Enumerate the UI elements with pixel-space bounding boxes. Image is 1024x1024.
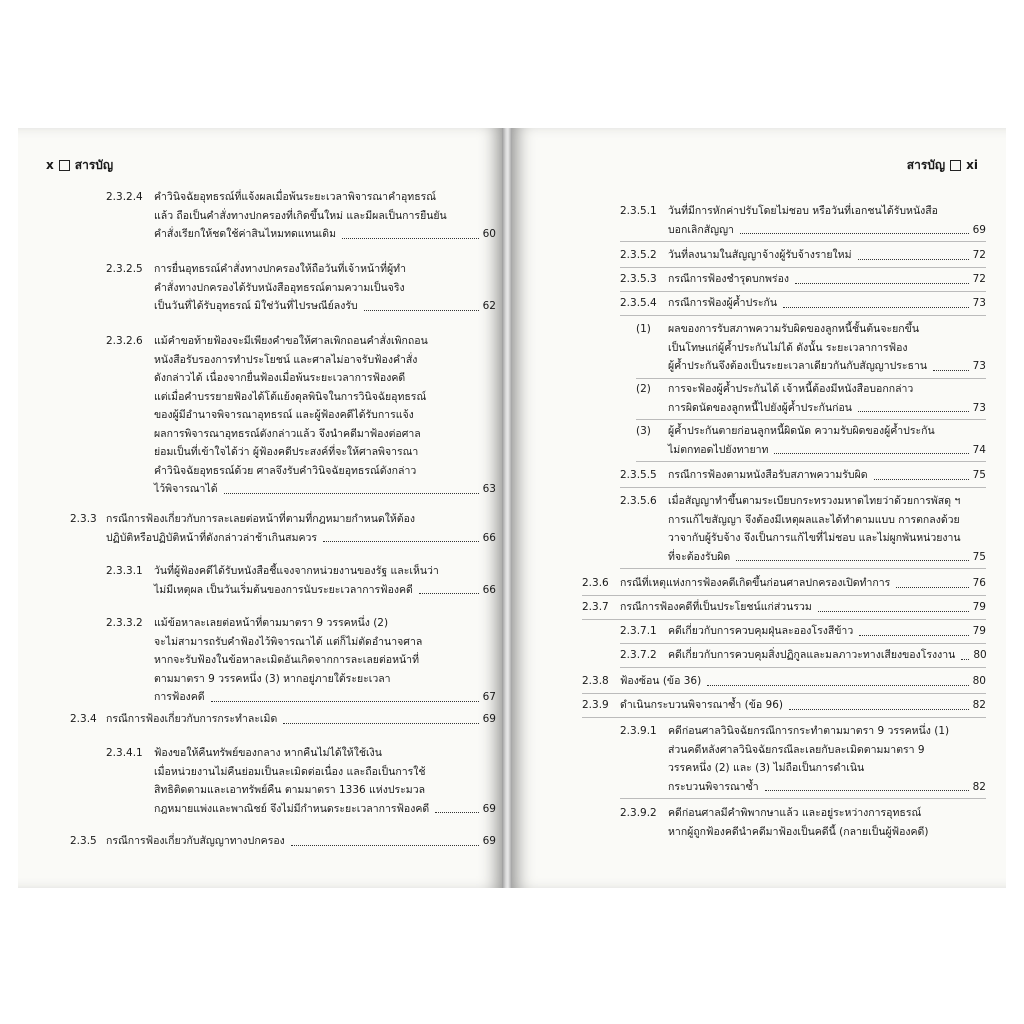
toc-entry-number: 2.3.9.1 xyxy=(620,725,657,737)
toc-entry xyxy=(620,246,986,265)
toc-entry-text-line: ปฏิบัติหรือปฏิบัติหน้าที่ดังกล่าวล่าช้าเกินสมควร xyxy=(106,531,318,544)
entry-separator xyxy=(582,717,986,718)
toc-entry-text-line: กรณีการฟ้องเกี่ยวกับการละเลยต่อหน้าที่ตามที่กฎหมายกำหนดให้ต้อง xyxy=(106,513,416,525)
toc-entry-text-line: วันที่ผู้ฟ้องคดีได้รับหนังสือชี้แจงจากหน่วยงานของรัฐ และเห็นว่า xyxy=(154,565,439,577)
toc-entry-text-line: แล้ว ถือเป็นคำสั่งทางปกครองที่เกิดขึ้นใหม่ และมีผลเป็นการยืนยัน xyxy=(154,209,447,222)
toc-entry xyxy=(582,598,986,617)
toc-entry-page: 62 xyxy=(482,300,496,312)
entry-separator xyxy=(620,315,986,316)
toc-entry-text-line: ผลของการรับสภาพความรับผิดของลูกหนี้ชั้นต้นจะยกขึ้น xyxy=(668,323,920,335)
toc-entry xyxy=(106,260,496,316)
toc-entry-text-line: กฎหมายแพ่งและพาณิชย์ จึงไม่มีกำหนดระยะเวลาการฟ้องคดี xyxy=(154,802,430,815)
toc-entry-number: 2.3.5.5 xyxy=(620,469,657,481)
toc-entry-text-line: แม้คำขอท้ายฟ้องจะมีเพียงคำขอให้ศาลเพิกถอนคำสั่งเพิกถอน xyxy=(154,335,428,347)
toc-entry-text-line: การฟ้องคดี xyxy=(154,691,205,703)
toc-entry xyxy=(620,202,986,239)
square-bullet-icon xyxy=(950,160,961,171)
toc-entry-text-line: ผู้ค้ำประกันจึงต้องเป็นระยะเวลาเดียวกันกับสัญญาประธาน xyxy=(668,360,928,372)
left-page xyxy=(18,128,502,888)
dot-leader xyxy=(283,723,478,724)
toc-entry-text-line: คำวินิจฉัยอุทธรณ์ด้วย ศาลจึงรับคำวินิจฉัยอุทธรณ์ดังกล่าว xyxy=(154,464,417,477)
toc-entry-text-line: เมื่อสัญญาทำขึ้นตามระเบียบกระทรวงมหาดไทยว่าด้วยการพัสดุ ฯ xyxy=(668,495,961,507)
toc-entry xyxy=(636,320,986,376)
entry-separator xyxy=(620,267,986,268)
toc-entry-text-line: คดีก่อนศาลมีคำพิพากษาแล้ว และอยู่ระหว่างการอุทธรณ์ xyxy=(668,807,922,819)
dot-leader xyxy=(774,453,968,454)
toc-entry-text-line: หากจะรับฟ้องในข้อหาละเมิดอันเกิดจากการละเลยต่อหน้าที่ xyxy=(154,654,419,666)
toc-entry xyxy=(620,722,986,796)
toc-entry-text-line: แม้ข้อหาละเลยต่อหน้าที่ตามมาตรา 9 วรรคหนึ่ง (2) xyxy=(154,617,389,629)
toc-entry-text-line: วันที่มีการหักค่าปรับโดยไม่ชอบ หรือวันที่เอกชนได้รับหนังสือ xyxy=(668,205,938,217)
toc-entry-page: 79 xyxy=(972,625,986,637)
toc-entry xyxy=(620,646,986,665)
toc-entry xyxy=(106,188,496,244)
toc-entry-text-line: กรณีการฟ้องตามหนังสือรับสภาพความรับผิด xyxy=(668,469,868,481)
toc-entry xyxy=(106,562,496,599)
toc-entry-text-line: คดีเกี่ยวกับการควบคุมฝุ่นละอองโรงสีข้าว xyxy=(668,625,854,637)
entry-separator xyxy=(620,487,986,488)
toc-entry-number: 2.3.2.4 xyxy=(106,191,143,203)
toc-entry-number: 2.3.7.1 xyxy=(620,625,657,637)
toc-entry-page: 72 xyxy=(972,273,986,285)
dot-leader xyxy=(707,685,968,686)
toc-entry-number: 2.3.3.2 xyxy=(106,617,143,629)
dot-leader xyxy=(342,238,479,239)
toc-entry-page: 66 xyxy=(482,531,496,544)
toc-entry xyxy=(636,380,986,417)
toc-entry-number: (3) xyxy=(636,425,651,437)
toc-entry-page: 82 xyxy=(972,780,986,793)
dot-leader xyxy=(818,611,969,612)
toc-entry-page: 73 xyxy=(972,360,986,372)
entry-separator xyxy=(582,693,986,694)
toc-entry-number: 2.3.9.2 xyxy=(620,807,657,819)
toc-entry-page: 75 xyxy=(972,469,986,481)
toc-entry-page: 76 xyxy=(972,577,986,589)
toc-entry xyxy=(582,672,986,691)
toc-entry-text-line: ฟ้องขอให้คืนทรัพย์ของกลาง หากคืนไม่ได้ให้ใช้เงิน xyxy=(154,747,382,759)
toc-entry-text-line: กรณีการฟ้องคดีที่เป็นประโยชน์แก่ส่วนรวม xyxy=(620,601,812,613)
entry-separator xyxy=(582,619,986,620)
toc-entry-text-line: คำวินิจฉัยอุทธรณ์ที่แจ้งผลเมื่อพ้นระยะเวลาพิจารณาคำอุทธรณ์ xyxy=(154,191,437,203)
toc-entry-page: 80 xyxy=(973,649,987,661)
dot-leader xyxy=(419,593,479,594)
entry-separator xyxy=(582,595,986,596)
dot-leader xyxy=(224,493,479,494)
toc-entry-text-line: วันที่ลงนามในสัญญาจ้างผู้รับจ้างรายใหม่ xyxy=(668,249,852,261)
toc-entry-text-line: ส่วนคดีหลังศาลวินิจฉัยกรณีละเลยกับละเมิดตามมาตรา 9 xyxy=(668,743,925,756)
toc-entry-page: 67 xyxy=(482,691,496,703)
toc-entry-text-line: กรณีที่เหตุแห่งการฟ้องคดีเกิดขึ้นก่อนศาลปกครองเปิดทำการ xyxy=(620,577,891,589)
dot-leader xyxy=(874,479,969,480)
entry-separator xyxy=(636,461,986,462)
toc-entry-number: (2) xyxy=(636,383,651,395)
toc-entry-text-line: ย่อมเป็นที่เข้าใจได้ว่า ผู้ฟ้องคดีประสงค์ที่จะให้ศาลพิจารณา xyxy=(154,446,419,458)
toc-entry-text-line: ไม่มีเหตุผล เป็นวันเริ่มต้นของการนับระยะเวลาการฟ้องคดี xyxy=(154,583,413,596)
toc-entry-text-line: ไว้พิจารณาได้ xyxy=(154,483,218,495)
dot-leader xyxy=(859,635,968,636)
toc-entry-text-line: หนังสือรับรองการทำประโยชน์ และศาลไม่อาจรับฟ้องคำสั่ง xyxy=(154,353,418,366)
toc-entry xyxy=(620,492,986,566)
toc-entry-page: 72 xyxy=(972,249,986,261)
toc-entry xyxy=(106,332,496,499)
toc-entry-number: 2.3.9 xyxy=(582,699,609,711)
toc-entry-number: 2.3.5 xyxy=(70,835,97,847)
toc-entry-page: 79 xyxy=(972,601,986,613)
dot-leader xyxy=(795,283,969,284)
toc-entry-number: 2.3.5.2 xyxy=(620,249,657,261)
toc-entry xyxy=(636,422,986,459)
header-title: สารบัญ xyxy=(74,158,114,172)
dot-leader xyxy=(740,233,969,234)
toc-entry-text-line: กระบวนพิจารณาซ้ำ xyxy=(668,780,759,793)
toc-entry-text-line: เป็นวันที่ได้รับอุทธรณ์ มิใช่วันที่ไปรษณีย์ลงรับ xyxy=(154,300,358,312)
dot-leader xyxy=(896,587,968,588)
toc-entry-text-line: คดีก่อนศาลวินิจฉัยกรณีการกระทำตามมาตรา 9 วรรคหนึ่ง (1) xyxy=(668,725,950,737)
toc-entry-text-line: ที่จะต้องรับผิด xyxy=(668,550,731,563)
toc-entry-text-line: วาจากับผู้รับจ้าง จึงเป็นการแก้ไขที่ไม่ชอบ และไม่ผูกพันหน่วยงาน xyxy=(668,532,961,544)
toc-entry-text-line: คำสั่งเรียกให้ชดใช้ค่าสินไหมทดแทนเดิม xyxy=(154,228,337,240)
header-title: สารบัญ xyxy=(906,158,946,172)
toc-entry-number: 2.3.3 xyxy=(70,513,97,525)
entry-separator xyxy=(620,643,986,644)
toc-entry xyxy=(70,710,496,729)
toc-entry-number: 2.3.7 xyxy=(582,601,609,613)
toc-entry-number: 2.3.2.5 xyxy=(106,263,143,275)
toc-entry-text-line: คำสั่งทางปกครองได้รับหนังสืออุทธรณ์ตามความเป็นจริง xyxy=(154,281,405,294)
toc-entry-text-line: กรณีการฟ้องเกี่ยวกับสัญญาทางปกครอง xyxy=(106,835,285,847)
toc-entry-text-line: กรณีการฟ้องเกี่ยวกับการกระทำละเมิด xyxy=(106,713,278,725)
toc-entry-number: 2.3.3.1 xyxy=(106,565,143,577)
toc-entry-page: 66 xyxy=(482,583,496,596)
toc-entry-text-line: สิทธิติดตามและเอาทรัพย์คืน ตามมาตรา 1336 แห่งประมวล xyxy=(154,784,426,796)
toc-entry-page: 73 xyxy=(972,401,986,414)
toc-entry xyxy=(70,832,496,851)
toc-entry-number: 2.3.4 xyxy=(70,713,97,725)
toc-entry-text-line: แต่เมื่อคำบรรยายฟ้องได้โต้แย้งดุลพินิจในการวินิจฉัยอุทธรณ์ xyxy=(154,390,427,403)
toc-entry xyxy=(620,466,986,485)
dot-leader xyxy=(858,411,969,412)
toc-entry-page: 69 xyxy=(972,223,986,236)
dot-leader xyxy=(435,812,478,813)
page-number: x xyxy=(46,158,54,172)
toc-entry-text-line: ผู้ค้ำประกันตายก่อนลูกหนี้ผิดนัด ความรับผิดของผู้ค้ำประกัน xyxy=(668,425,935,437)
toc-entry-text-line: วรรคหนึ่ง (2) และ (3) ไม่ถือเป็นการดำเนิน xyxy=(668,762,865,774)
entry-separator xyxy=(636,378,986,379)
left-page-header xyxy=(46,156,113,175)
toc-entry-text-line: บอกเลิกสัญญา xyxy=(668,223,734,236)
toc-entry xyxy=(70,510,496,547)
toc-entry-text-line: กรณีการฟ้องชำรุดบกพร่อง xyxy=(668,273,789,285)
book-gutter xyxy=(502,128,512,888)
toc-entry-text-line: การผิดนัดของลูกหนี้ไปยังผู้ค้ำประกันก่อน xyxy=(668,401,852,414)
toc-entry-text-line: การแก้ไขสัญญา จึงต้องมีเหตุผลและได้ทำตามแบบ การตกลงด้วย xyxy=(668,513,960,526)
toc-entry-page: 80 xyxy=(972,675,986,687)
toc-entry-text-line: การยื่นอุทธรณ์คำสั่งทางปกครองให้ถือวันที่เจ้าหน้าที่ผู้ทำ xyxy=(154,263,406,275)
toc-entry-page: 73 xyxy=(972,297,986,309)
toc-entry-number: 2.3.8 xyxy=(582,675,609,687)
dot-leader xyxy=(211,701,479,702)
toc-entry xyxy=(106,614,496,707)
toc-entry-text-line: เป็นโทษแก่ผู้ค้ำประกันไม่ได้ ดังนั้น ระยะเวลาการฟ้อง xyxy=(668,341,908,354)
toc-entry-text-line: หากผู้ถูกฟ้องคดีนำคดีมาฟ้องเป็นคดีนี้ (กลายเป็นผู้ฟ้องคดี) xyxy=(668,825,929,838)
toc-entry-number: 2.3.7.2 xyxy=(620,649,657,661)
toc-entry-number: 2.3.5.4 xyxy=(620,297,657,309)
toc-entry-text-line: ดำเนินกระบวนพิจารณาซ้ำ (ข้อ 96) xyxy=(620,699,784,711)
toc-entry-text-line: เมื่อหน่วยงานไม่คืนย่อมเป็นละเมิดต่อเนื่อง และถือเป็นการใช้ xyxy=(154,765,426,778)
dot-leader xyxy=(783,307,969,308)
toc-entry xyxy=(620,622,986,641)
page-number: xi xyxy=(966,158,978,172)
toc-entry xyxy=(620,270,986,289)
toc-entry xyxy=(582,574,986,593)
toc-entry-number: 2.3.4.1 xyxy=(106,747,143,759)
dot-leader xyxy=(364,310,479,311)
toc-entry-page: 60 xyxy=(482,228,496,240)
toc-entry-number: 2.3.5.6 xyxy=(620,495,657,507)
toc-entry-page: 69 xyxy=(482,802,496,815)
toc-entry-number: 2.3.5.1 xyxy=(620,205,657,217)
entry-separator xyxy=(620,667,986,668)
toc-entry-text-line: ไม่ตกทอดไปยังทายาท xyxy=(668,443,769,456)
toc-entry xyxy=(582,696,986,715)
dot-leader xyxy=(291,845,479,846)
right-page xyxy=(512,128,1006,888)
toc-entry xyxy=(620,804,986,841)
entry-separator xyxy=(620,241,986,242)
toc-entry-page: 75 xyxy=(972,550,986,563)
toc-entry-page: 82 xyxy=(972,699,986,711)
dot-leader xyxy=(323,541,479,542)
toc-entry-page: 69 xyxy=(482,713,496,725)
toc-entry-text-line: ผลการพิจารณาอุทธรณ์ดังกล่าวแล้ว จึงนำคดีมาฟ้องต่อศาล xyxy=(154,427,421,440)
dot-leader xyxy=(961,659,969,660)
entry-separator xyxy=(620,291,986,292)
entry-separator xyxy=(620,798,986,799)
dot-leader xyxy=(789,709,969,710)
toc-entry-number: 2.3.6 xyxy=(582,577,609,589)
right-page-header xyxy=(907,156,978,175)
toc-entry xyxy=(106,744,496,818)
toc-entry-text-line: การจะฟ้องผู้ค้ำประกันได้ เจ้าหนี้ต้องมีหนังสือบอกกล่าว xyxy=(668,383,914,395)
toc-entry-text-line: ดังกล่าวได้ เนื่องจากยื่นฟ้องเมื่อพ้นระยะเวลาการฟ้องคดี xyxy=(154,372,406,384)
entry-separator xyxy=(620,568,986,569)
toc-entry-page: 74 xyxy=(972,443,986,456)
toc-entry-text-line: ของผู้มีอำนาจพิจารณาอุทธรณ์ และผู้ฟ้องคดีได้รับการแจ้ง xyxy=(154,409,414,421)
toc-entry-text-line: ฟ้องซ้อน (ข้อ 36) xyxy=(620,675,702,687)
dot-leader xyxy=(765,790,969,791)
entry-separator xyxy=(636,419,986,420)
toc-entry-text-line: คดีเกี่ยวกับการควบคุมสิ่งปฏิกูลและมลภาวะทางเสียงของโรงงาน xyxy=(668,649,956,661)
toc-entry xyxy=(620,294,986,313)
toc-entry-number: 2.3.5.3 xyxy=(620,273,657,285)
toc-entry-page: 63 xyxy=(482,483,496,495)
dot-leader xyxy=(933,370,969,371)
square-bullet-icon xyxy=(59,160,70,171)
dot-leader xyxy=(858,259,969,260)
toc-entry-number: 2.3.2.6 xyxy=(106,335,143,347)
dot-leader xyxy=(736,560,968,561)
toc-entry-text-line: กรณีการฟ้องผู้ค้ำประกัน xyxy=(668,297,778,309)
toc-entry-number: (1) xyxy=(636,323,651,335)
toc-entry-text-line: จะไม่สามารถรับคำฟ้องไว้พิจารณาได้ แต่ก็ไม่ตัดอำนาจศาล xyxy=(154,635,423,648)
toc-entry-text-line: ตามมาตรา 9 วรรคหนึ่ง (3) หากอยู่ภายใต้ระยะเวลา xyxy=(154,672,391,685)
toc-entry-page: 69 xyxy=(482,835,496,847)
